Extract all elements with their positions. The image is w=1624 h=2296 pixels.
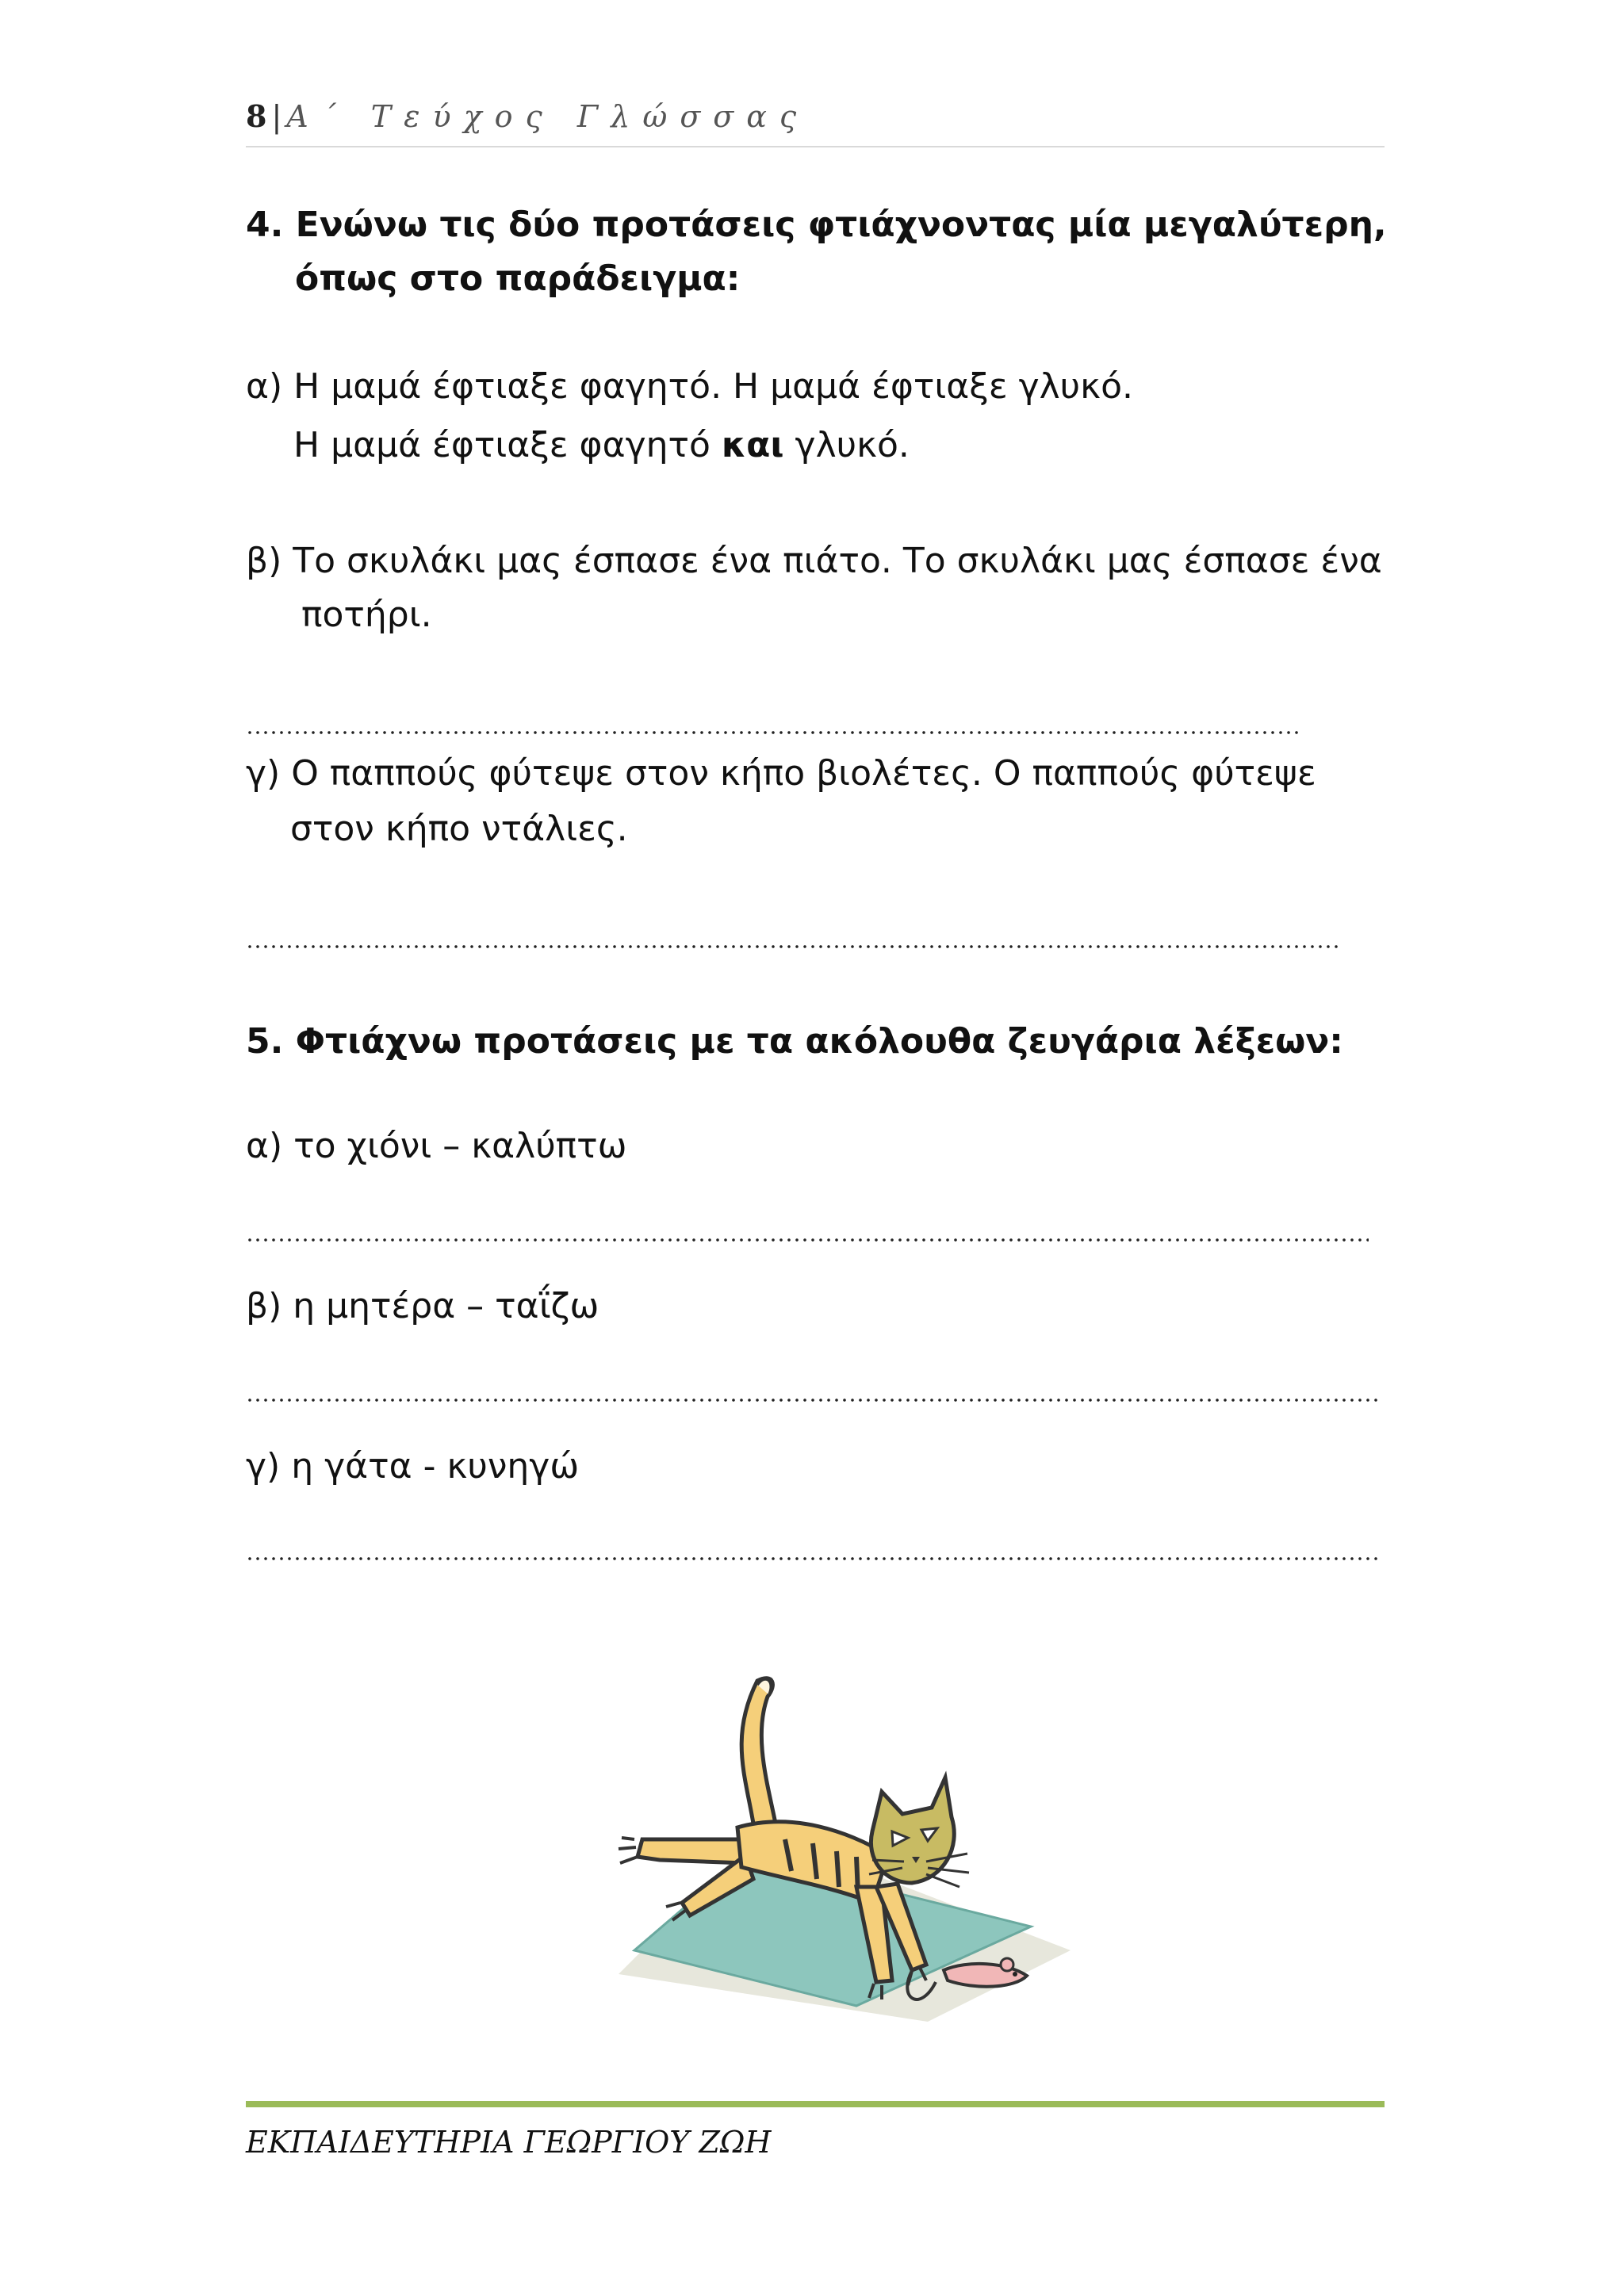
cat-chasing-mouse-icon (587, 1649, 1078, 2030)
page-header (246, 98, 1385, 147)
exercise-4-instruction-line1: 4. Ενώνω τις δύο προτάσεις φτιάχνοντας μία μεγαλύτερη, (246, 205, 1387, 245)
exercise-4c-sentences-line1: γ) Ο παππούς φύτεψε στον κήπο βιολέτες. Ο παππούς φύτεψε (246, 753, 1316, 794)
answer-text-start: Η μαμά έφτιαξε φαγητό (293, 425, 722, 465)
answer-conjunction: και (721, 425, 784, 465)
footer-school-name: ΕΚΠΑΙΔΕΥΤΗΡΙΑ ΓΕΩΡΓΙΟΥ ΖΩΗ (246, 2125, 772, 2160)
answer-line-4c (246, 945, 1340, 948)
exercise-4b-sentences-line1: β) Το σκυλάκι μας έσπασε ένα πιάτο. Το σκυλάκι μας έσπασε ένα (246, 541, 1382, 581)
answer-line-5a (246, 1238, 1369, 1242)
exercise-4c-sentences-line2: στον κήπο ντάλιες. (290, 809, 628, 849)
exercise-4a-sentences: α) Η μαμά έφτιαξε φαγητό. Η μαμά έφτιαξε γλυκό. (246, 366, 1133, 407)
exercise-4b-sentences-line2: ποτήρι. (301, 595, 432, 635)
header-separator: | (271, 99, 282, 134)
exercise-5a-words: α) το χιόνι – καλύπτω (246, 1126, 627, 1166)
answer-text-end: γλυκό. (783, 425, 910, 465)
answer-line-5c (246, 1557, 1378, 1560)
exercise-4-instruction-line2: όπως στο παράδειγμα: (295, 258, 741, 299)
exercise-4a-example-answer (293, 425, 1432, 465)
answer-line-5b (246, 1399, 1378, 1402)
page-number: 8 (246, 98, 267, 134)
exercise-5c-words: γ) η γάτα - κυνηγώ (246, 1446, 580, 1487)
header-title: Α΄ Τεύχος Γλώσσας (286, 99, 810, 134)
footer-divider (246, 2101, 1385, 2107)
exercise-5-instruction: 5. Φτιάχνω προτάσεις με τα ακόλουθα ζευγάρια λέξεων: (246, 1021, 1343, 1062)
exercise-5b-words: β) η μητέρα – ταΐζω (246, 1286, 599, 1326)
answer-line-4b (246, 731, 1302, 734)
